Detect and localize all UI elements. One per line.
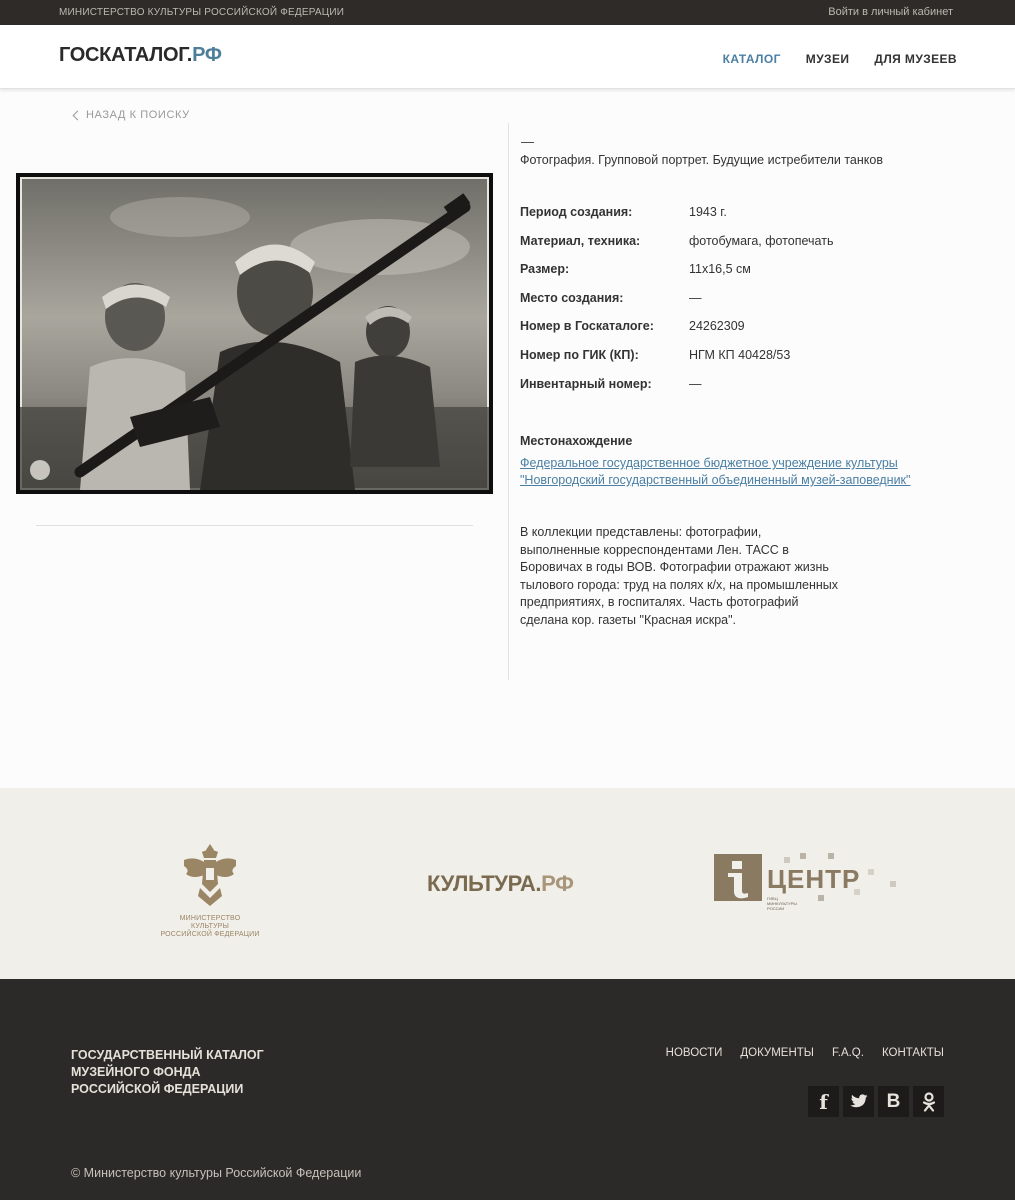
property-row-gik-number — [520, 348, 833, 377]
footer-nav-documents[interactable]: ДОКУМЕНТЫ — [740, 1047, 814, 1059]
logo-main-text: ГОСКАТАЛОГ. — [59, 44, 193, 66]
property-row-place — [520, 291, 833, 320]
footer-nav-news[interactable]: НОВОСТИ — [665, 1047, 723, 1059]
property-key: Период создания: — [520, 205, 633, 219]
nav-item-for-museums[interactable]: ДЛЯ МУЗЕЕВ — [874, 52, 957, 66]
ministry-logo[interactable] — [160, 840, 260, 939]
photo-divider — [36, 525, 473, 526]
property-row-material — [520, 234, 833, 263]
logo-rf-text: РФ — [192, 44, 222, 66]
property-row-inventory-number — [520, 377, 833, 406]
footer-title-line: МУЗЕЙНОГО ФОНДА — [71, 1065, 201, 1079]
object-title: Фотография. Групповой портрет. Будущие истребители танков — [520, 153, 883, 167]
nav-item-catalog[interactable]: КАТАЛОГ — [722, 52, 781, 66]
object-photo[interactable] — [16, 173, 493, 494]
property-value: 1943 г. — [689, 205, 727, 219]
top-bar — [0, 0, 1015, 25]
ministry-caption-line-1: МИНИСТЕРСТВО КУЛЬТУРЫ — [179, 915, 241, 930]
ministry-caption-line-2: РОССИЙСКОЙ ФЕДЕРАЦИИ — [160, 931, 260, 938]
site-footer — [0, 979, 1015, 1200]
property-value: — — [689, 290, 702, 305]
property-row-period — [520, 205, 833, 234]
center-text: ЦЕНТР — [767, 864, 861, 894]
ministry-label: МИНИСТЕРСТВО КУЛЬТУРЫ РОССИЙСКОЙ ФЕДЕРАЦИИ — [59, 7, 345, 18]
property-row-size — [520, 262, 833, 291]
vertical-divider — [508, 123, 509, 680]
social-links — [808, 1086, 944, 1117]
back-to-search-label: НАЗАД К ПОИСКУ — [86, 109, 190, 121]
center-small-text: ГИВЦ МИНКУЛЬТУРЫ РОССИИ — [767, 896, 797, 911]
footer-nav-contacts[interactable]: КОНТАКТЫ — [881, 1047, 944, 1059]
collection-description: В коллекции представлены: фотографии, выполненные корреспондентами Лен. ТАСС в Боровичах в годы ВОВ. Фотографии отражают жизнь тылового города: труд на полях к/х, на промышленных предприятиях, в госпиталях. Часть фотографий сделана кор. газеты "Красная искра". — [520, 525, 839, 627]
kultura-rf-text: РФ — [541, 871, 574, 896]
login-link[interactable]: Войти в личный кабинет — [828, 6, 953, 18]
back-to-search-link[interactable] — [74, 109, 190, 121]
footer-title-line: РОССИЙСКОЙ ФЕДЕРАЦИИ — [71, 1082, 244, 1096]
property-key: Материал, техника: — [520, 233, 641, 248]
nav-item-museums[interactable]: МУЗЕИ — [805, 52, 850, 66]
site-logo[interactable] — [59, 44, 222, 67]
eagle-emblem-icon — [180, 840, 240, 908]
main-nav — [723, 52, 957, 66]
property-key: Место создания: — [520, 290, 624, 305]
property-key: Номер в Госкаталоге: — [520, 319, 654, 334]
property-key: Размер: — [520, 262, 570, 277]
property-key: Инвентарный номер: — [520, 376, 652, 391]
property-key: Номер по ГИК (КП): — [520, 347, 639, 362]
object-properties — [520, 205, 833, 405]
property-value: 24262309 — [689, 319, 745, 334]
kultura-rf-logo[interactable] — [427, 871, 574, 897]
site-header — [0, 25, 1015, 89]
property-value: — — [689, 376, 702, 391]
twitter-icon[interactable] — [843, 1086, 874, 1117]
footer-title-line: ГОСУДАРСТВЕННЫЙ КАТАЛОГ — [71, 1048, 264, 1062]
copyright: © Министерство культуры Российской Федерации — [71, 1166, 362, 1180]
museum-link[interactable]: Федеральное государственное бюджетное учреждение культуры "Новгородский государственный объединенный музей-заповедник" — [520, 456, 911, 487]
chevron-left-icon — [73, 111, 83, 121]
facebook-icon[interactable]: f — [808, 1086, 839, 1117]
photo-image — [20, 177, 489, 490]
property-row-goscatalog-number — [520, 319, 833, 348]
property-value: НГМ КП 40428/53 — [689, 347, 791, 362]
givc-center-logo[interactable] — [714, 851, 904, 911]
property-value: 11x16,5 см — [689, 262, 751, 277]
odnoklassniki-icon[interactable] — [913, 1086, 944, 1117]
partners-section — [0, 788, 1015, 979]
footer-nav-faq[interactable]: F.A.Q. — [832, 1047, 864, 1059]
footer-title — [71, 1047, 264, 1098]
location-title: Местонахождение — [520, 434, 633, 448]
property-value: фотобумага, фотопечать — [689, 233, 834, 248]
object-author-dash: — — [521, 134, 534, 149]
footer-nav — [666, 1047, 944, 1059]
kultura-main-text: КУЛЬТУРА. — [427, 871, 542, 896]
vkontakte-icon[interactable]: B — [878, 1086, 909, 1117]
